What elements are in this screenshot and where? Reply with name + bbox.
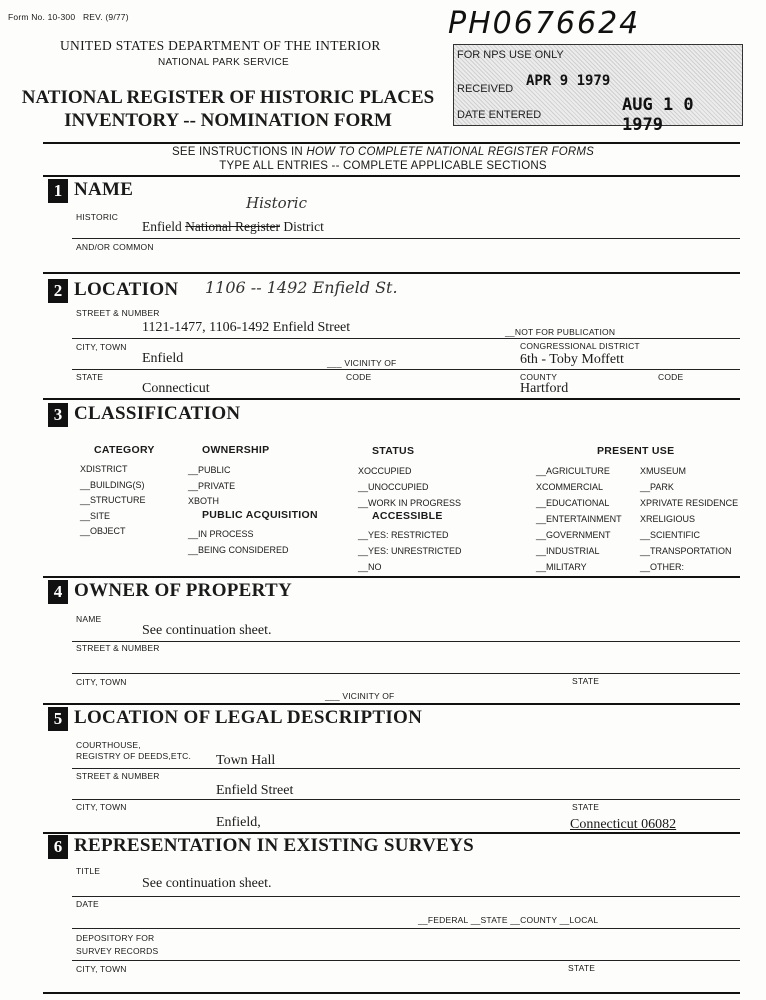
state-label: STATE [76, 372, 104, 382]
survey-state-label: STATE [568, 963, 596, 973]
accessible-unrestricted: __YES: UNRESTRICTED [358, 546, 462, 556]
section-2-number: 2 [48, 279, 68, 303]
department-name: UNITED STATES DEPARTMENT OF THE INTERIOR [60, 38, 381, 53]
received-date-stamp: APR 9 1979 [526, 73, 611, 89]
use-commercial: XCOMMERCIAL [536, 482, 604, 492]
status-work-in-progress: __WORK IN PROGRESS [358, 498, 462, 508]
street-value: 1121-1477, 1106-1492 Enfield Street [142, 320, 351, 335]
section-4-number: 4 [48, 580, 68, 604]
category-object: __OBJECT [80, 526, 126, 536]
category-list [80, 462, 146, 540]
survey-city-label: CITY, TOWN [76, 964, 127, 974]
use-industrial: __INDUSTRIAL [536, 546, 600, 556]
category-building: __BUILDING(S) [80, 479, 145, 490]
common-label: AND/OR COMMON [76, 242, 154, 252]
present-use-right-list [640, 463, 738, 575]
congressional-label: CONGRESSIONAL DISTRICT [520, 341, 640, 351]
present-use-header: PRESENT USE [597, 445, 675, 457]
acquisition-list [188, 526, 289, 558]
congressional-value: 6th - Toby Moffett [520, 352, 624, 367]
date-entered-label: DATE ENTERED [457, 109, 542, 121]
ownership-header: OWNERSHIP [202, 444, 270, 456]
not-for-publication: __NOT FOR PUBLICATION [505, 327, 616, 337]
category-district: XDISTRICT [80, 464, 128, 474]
acquisition-header: PUBLIC ACQUISITION [202, 509, 318, 521]
courthouse-label: COURTHOUSE, REGISTRY OF DEEDS,ETC. [76, 740, 192, 761]
legal-street-label: STREET & NUMBER [76, 771, 160, 781]
legal-state-label: STATE [572, 802, 600, 812]
street-label: STREET & NUMBER [76, 308, 160, 318]
owner-vicinity: ___ VICINITY OF [325, 691, 395, 701]
entered-date-stamp: AUG 1 0 1979 [622, 95, 694, 135]
county-code-label: CODE [658, 372, 684, 382]
county-label: COUNTY [520, 372, 558, 382]
section-3-number: 3 [48, 403, 68, 427]
section-6-title: REPRESENTATION IN EXISTING SURVEYS [74, 835, 475, 856]
survey-levels: __FEDERAL __STATE __COUNTY __LOCAL [418, 915, 599, 925]
form-title: NATIONAL REGISTER OF HISTORIC PLACES INVENTORY -- NOMINATION FORM [21, 87, 435, 131]
survey-title-label: TITLE [76, 866, 101, 876]
historic-label: HISTORIC [76, 212, 119, 222]
acquisition-being-considered: __BEING CONSIDERED [188, 545, 289, 555]
historic-name: Enfield National Register District [142, 219, 324, 234]
section-6-number: 6 [48, 835, 68, 859]
legal-street-value: Enfield Street [216, 783, 294, 798]
vicinity-of: ___ VICINITY OF [327, 358, 397, 368]
use-private-residence: XPRIVATE RESIDENCE [640, 498, 739, 508]
historic-handwritten: Historic [246, 194, 308, 212]
use-entertainment: __ENTERTAINMENT [536, 514, 622, 524]
accessible-restricted: __YES: RESTRICTED [358, 530, 449, 540]
present-use-left-list [536, 463, 622, 575]
instructions-line2: TYPE ALL ENTRIES -- COMPLETE APPLICABLE SECTIONS [219, 160, 547, 172]
section-1-number: 1 [48, 179, 68, 203]
acquisition-in-process: __IN PROCESS [188, 529, 254, 539]
section-2-title: LOCATION [74, 279, 179, 300]
category-structure: __STRUCTURE [80, 495, 146, 505]
section-3-title: CLASSIFICATION [74, 403, 241, 424]
use-educational: __EDUCATIONAL [536, 498, 610, 508]
legal-state-value: Connecticut 06082 [570, 817, 677, 832]
use-park: __PARK [640, 482, 674, 492]
ownership-list [188, 463, 235, 510]
section-4-title: OWNER OF PROPERTY [74, 580, 293, 601]
city-value: Enfield [142, 351, 184, 366]
use-government: __GOVERNMENT [536, 530, 611, 540]
status-list [358, 463, 461, 511]
section-5-title: LOCATION OF LEGAL DESCRIPTION [74, 707, 423, 728]
owner-street-label: STREET & NUMBER [76, 643, 160, 653]
accessible-no: __NO [358, 562, 382, 572]
status-unoccupied: __UNOCCUPIED [358, 482, 429, 492]
ownership-private: __PRIVATE [188, 480, 236, 491]
owner-state-label: STATE [572, 676, 600, 686]
ownership-public: __PUBLIC [188, 465, 231, 475]
accessible-header: ACCESSIBLE [372, 510, 443, 522]
category-header: CATEGORY [94, 444, 155, 456]
status-occupied: XOCCUPIED [358, 466, 412, 476]
survey-title-value: See continuation sheet. [142, 876, 272, 891]
section-5-number: 5 [48, 707, 68, 731]
county-value: Hartford [520, 381, 569, 396]
legal-city-value: Enfield, [216, 815, 261, 830]
depository-label: DEPOSITORY FOR SURVEY RECORDS [76, 933, 159, 956]
service-name: NATIONAL PARK SERVICE [158, 57, 289, 68]
survey-date-label: DATE [76, 899, 99, 909]
received-label: RECEIVED [457, 83, 514, 95]
owner-name-label: NAME [76, 614, 102, 624]
reference-number: PH0676624 [448, 6, 641, 41]
owner-name-value: See continuation sheet. [142, 623, 272, 638]
owner-city-label: CITY, TOWN [76, 677, 127, 687]
code-label: CODE [346, 372, 372, 382]
section-1-title: NAME [74, 179, 134, 200]
state-value: Connecticut [142, 381, 210, 396]
nps-use-box [453, 44, 743, 135]
category-site: __SITE [80, 510, 111, 521]
legal-city-label: CITY, TOWN [76, 802, 127, 812]
ownership-both: XBOTH [188, 496, 220, 506]
courthouse-value: Town Hall [216, 753, 276, 768]
nps-use-only-label: FOR NPS USE ONLY [457, 49, 564, 61]
city-label: CITY, TOWN [76, 342, 127, 352]
use-religious: XRELIGIOUS [640, 514, 696, 524]
form-number: Form No. 10-300 REV. (9/77) [8, 12, 129, 22]
use-agriculture: __AGRICULTURE [536, 466, 610, 476]
status-header: STATUS [372, 445, 415, 457]
use-scientific: __SCIENTIFIC [640, 530, 701, 540]
location-handwritten: 1106 -- 1492 Enfield St. [205, 278, 398, 297]
use-military: __MILITARY [536, 562, 587, 572]
use-museum: XMUSEUM [640, 466, 687, 476]
use-transportation: __TRANSPORTATION [640, 546, 732, 556]
use-other: __OTHER: [640, 562, 685, 572]
instructions-line1: SEE INSTRUCTIONS IN HOW TO COMPLETE NATIONAL REGISTER FORMS [171, 146, 595, 158]
accessible-list [358, 527, 462, 575]
